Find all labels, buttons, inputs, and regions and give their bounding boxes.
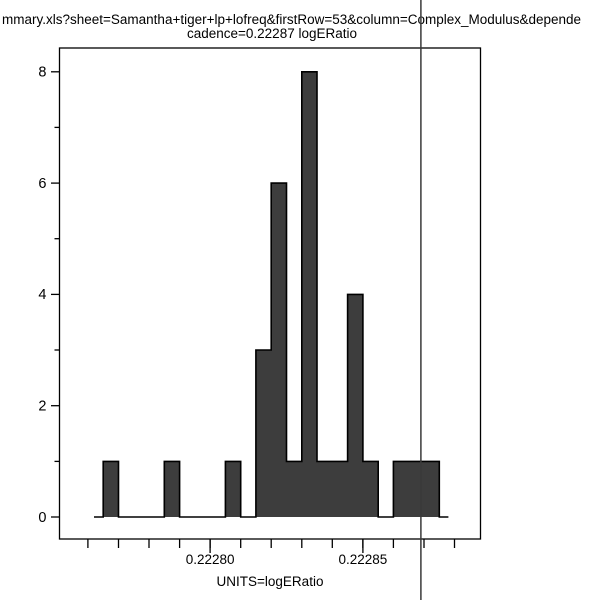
y-tick-label: 4 (38, 287, 47, 304)
chart-subtitle: cadence=0.22287 logERatio (186, 26, 357, 41)
y-tick-label: 6 (38, 175, 47, 192)
y-tick-label: 2 (38, 398, 47, 415)
histogram-bars (94, 72, 448, 517)
y-tick-label: 0 (38, 509, 47, 526)
x-tick-label: 0.22285 (338, 552, 388, 567)
x-axis-title: UNITS=logERatio (216, 574, 324, 589)
window-title-url: mmary.xls?sheet=Samantha+tiger+lp+lofreq&firstRow=53&column=Complex_Modulus&depende (2, 12, 582, 27)
x-tick-label: 0.22280 (185, 552, 235, 567)
y-tick-label: 8 (38, 64, 47, 81)
